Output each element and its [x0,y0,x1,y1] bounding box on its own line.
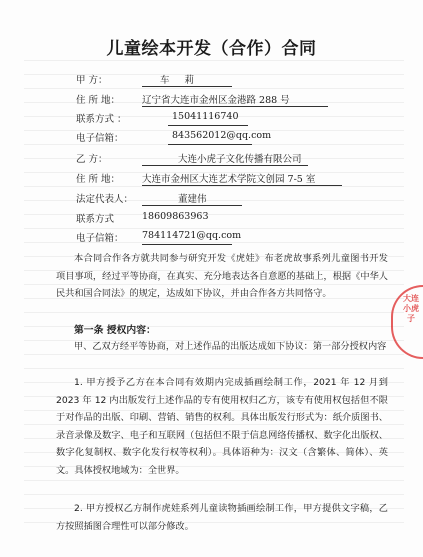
party-b-address: 大连市金州区大连艺术学院文创园 7-5 室 [142,174,316,185]
party-a-email-label: 电子信箱： [76,133,124,144]
party-b-contact-label: 联系方式 [76,214,115,225]
section-1-heading: 第一条 授权内容： [74,325,156,336]
intro-paragraph: 本合同合作各方就共同参与研究开发《虎娃》布老虎故事系列儿童图书开发 项目事项，经过平等协商，在真实、充分地表达各自意愿的基础上，根据《中华人民共和国合同法》的规定，达成如下协议，并由合作各方共同恪守。 [56,253,388,299]
party-a-email-underline [168,144,252,145]
party-b-label: 乙 方： [76,154,108,165]
section-1-lead: 甲、乙双方经平等协商，对上述作品的出版达成如下协议：第一部分授权内容 [74,341,387,352]
party-a-contact: 15041116740 [172,111,239,122]
party-b-email-label: 电子信箱： [76,233,124,244]
party-b-rep-label: 法定代表人： [76,194,134,205]
party-b-address-label: 住 所 地： [76,174,121,185]
party-a-name: 车 莉 [160,75,201,86]
party-a-address-underline [142,106,328,107]
party-b-rep-underline [142,205,242,206]
clause-1: 1. 甲方授予乙方在本合同有效期内完成插画绘制工作，2021 年 12 月到 2023 年 12 内出版发行上述作品的专有使用权归乙方，该专有使用权包括但不限于对作品的出版、印刷、营销、销售的权利。具体出版发行形式为：纸介质图书、录音录像及数字、电子和互联网（包括但不限于信息网络传播权、数字化出版权、数字化复制权、数字化发行权等权利）。具体语种为：汉文（含繁体、简体）、英文。具体授权地域为：全世界。 [56,377,388,476]
party-b-contact: 18609863963 [142,211,209,222]
party-b-email-underline [142,244,232,245]
party-a-contact-underline [168,125,248,126]
party-b-email: 784114721@qq.com [142,230,242,241]
party-a-label: 甲 方： [76,75,108,86]
party-a-email: 843562012@qq.com [172,130,272,141]
party-b-name: 大连小虎子文化传播有限公司 [178,154,302,165]
company-seal-text: 大连小虎子 [403,294,419,323]
contract-title: 儿童绘本开发（合作）合同 [106,39,317,59]
party-b-rep: 董建伟 [178,194,207,205]
party-b-name-underline [142,165,308,166]
party-a-contact-label: 联系方式 ： [76,114,127,125]
clause-2: 2. 甲方授权乙方制作虎娃系列儿童读物插画绘制工作，甲方提供文字稿，乙方按照插图合理性可以部分修改。 [56,503,388,532]
party-a-address-label: 住 所 地： [76,95,121,106]
party-a-name-underline [142,86,232,87]
party-b-address-underline [142,185,342,186]
party-a-address: 辽宁省大连市金州区金港路 288 号 [142,95,290,106]
